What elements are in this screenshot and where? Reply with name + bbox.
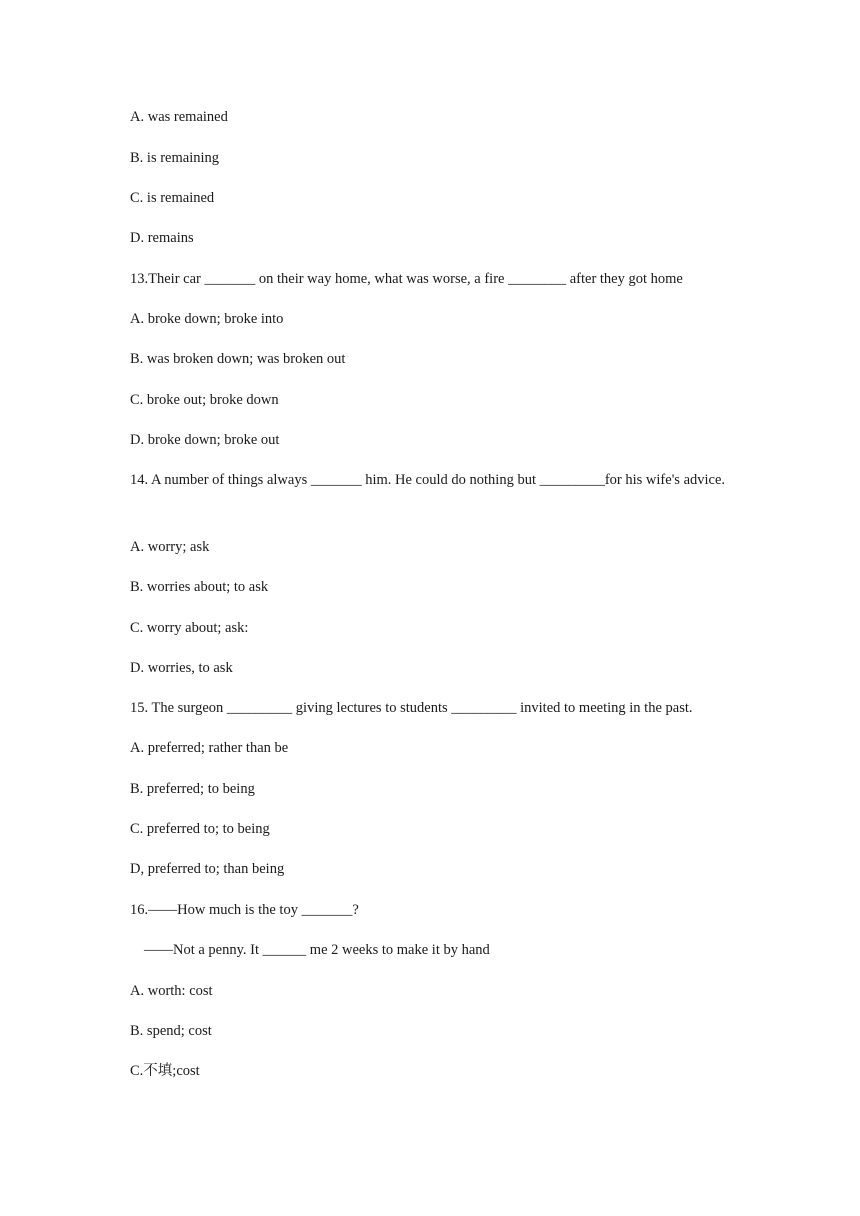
option-16a: A. worth: cost — [130, 983, 213, 999]
question-15: 15. The surgeon _________ giving lectures to students _________ invited to meeting in the past. — [130, 700, 693, 716]
option-13d: D. broke down; broke out — [130, 432, 280, 448]
option-13a: A. broke down; broke into — [130, 311, 284, 327]
question-14: 14. A number of things always _______ him. He could do nothing but _________for his wife's advice. — [130, 472, 726, 488]
option-14c: C. worry about; ask: — [130, 620, 249, 636]
option-13c: C. broke out; broke down — [130, 392, 279, 408]
option-15b: B. preferred; to being — [130, 781, 255, 797]
question-16-reply: ——Not a penny. It ______ me 2 weeks to make it by hand — [144, 942, 490, 958]
option-12b: B. is remaining — [130, 150, 220, 166]
option-12d: D. remains — [130, 230, 194, 246]
option-16b: B. spend; cost — [130, 1023, 212, 1039]
option-14a: A. worry; ask — [130, 539, 210, 555]
option-12a: A. was remained — [130, 109, 228, 125]
option-14d: D. worries, to ask — [130, 660, 233, 676]
option-15a: A. preferred; rather than be — [130, 740, 289, 756]
option-12c: C. is remained — [130, 190, 215, 206]
question-13: 13.Their car _______ on their way home, what was worse, a fire ________ after they got home — [130, 271, 683, 287]
option-16c: C.不填;cost — [130, 1063, 200, 1079]
option-15c: C. preferred to; to being — [130, 821, 270, 837]
option-13b: B. was broken down; was broken out — [130, 351, 346, 367]
question-16: 16.——How much is the toy _______? — [130, 902, 359, 918]
option-15d: D, preferred to; than being — [130, 861, 285, 877]
option-14b: B. worries about; to ask — [130, 579, 269, 595]
